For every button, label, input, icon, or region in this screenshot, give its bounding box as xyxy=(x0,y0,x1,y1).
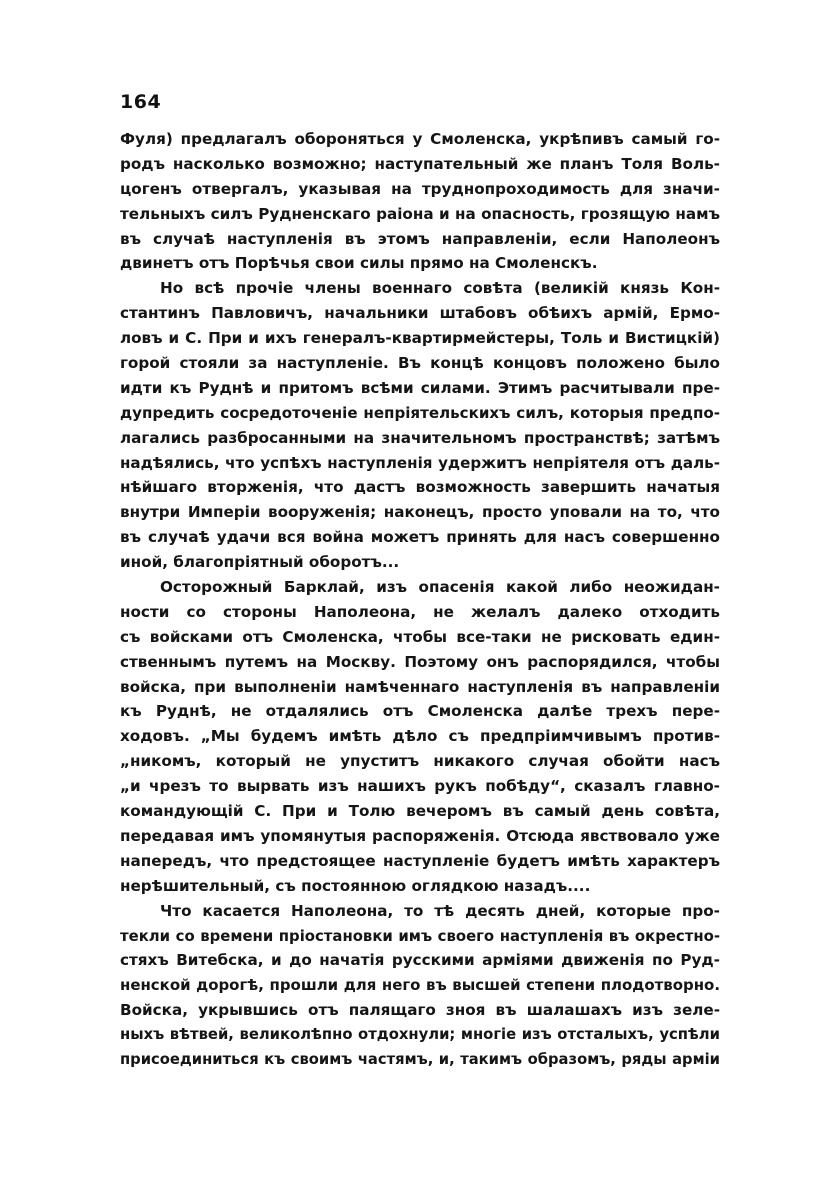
text-line: Осторожный Барклай, изъ опасенія какой либо неожидан- xyxy=(160,578,720,597)
text-line: дупредить сосредоточеніе непріятельскихъ силъ, которыя предпо- xyxy=(120,403,720,422)
text-line: Фуля) предлагалъ обороняться у Смоленска, укрѣпивъ самый го- xyxy=(120,130,720,148)
text-line: цогенъ отвергалъ, указывая на труднопроходимость для значи- xyxy=(120,179,720,198)
text-line: лагались разбросанными на значительномъ пространствѣ; затѣмъ xyxy=(120,428,720,447)
text-line: надѣялись, что успѣхъ наступленія удержитъ непріятеля отъ даль- xyxy=(120,453,720,472)
text-line: родъ насколько возможно; наступательный же планъ Толя Воль- xyxy=(120,154,720,173)
body-text xyxy=(120,127,720,1073)
text-line: иной, благопріятный оборотъ... xyxy=(120,553,400,572)
text-line: „никомъ, который не упуститъ никакого случая обойти насъ xyxy=(120,752,720,771)
text-line: передавая имъ упомянутыя распоряженія. Отсюда явствовало уже xyxy=(120,826,720,845)
text-line: стяхъ Витебска, и до начатія русскими арміями движенія по Руд- xyxy=(120,951,720,970)
text-line: горой стояли за наступленіе. Въ концѣ концовъ положено было xyxy=(120,354,720,373)
text-line: къ Руднѣ, не отдалялись отъ Смоленска далѣе трехъ пере- xyxy=(120,702,720,721)
text-line: идти къ Руднѣ и притомъ всѣми силами. Этимъ расчитывали пре- xyxy=(120,378,720,397)
text-line: нерѣшительный, съ постоянною оглядкою назадъ.... xyxy=(120,876,591,895)
text-line: „и чрезъ то вырвать изъ нашихъ рукъ побѣду“, сказалъ главно- xyxy=(120,777,720,796)
text-line: напередъ, что предстоящее наступленіе будетъ имѣть характеръ xyxy=(120,851,720,870)
text-line: нѣйшаго вторженія, что дастъ возможность завершить начатыя xyxy=(120,478,720,497)
text-line: войска, при выполненіи намѣченнаго наступленія въ направленіи xyxy=(120,677,720,696)
page-number: 164 xyxy=(120,91,162,113)
text-line: тельныхъ силъ Рудненскаго раіона и на опасность, грозящую намъ xyxy=(120,204,720,223)
text-line: ныхъ вѣтвей, великолѣпно отдохнули; многіе изъ отсталыхъ, успѣли xyxy=(120,1026,720,1044)
text-line: текли со времени пріостановки имъ своего наступленія въ окрестно- xyxy=(120,926,720,945)
text-line: командующій С. При и Толю вечеромъ въ самый день совѣта, xyxy=(120,802,720,821)
text-line: въ случаѣ наступленія въ этомъ направленіи, если Наполеонъ xyxy=(120,229,720,248)
text-line: Но всѣ прочіе члены военнаго совѣта (великій князь Кон- xyxy=(160,279,720,298)
text-line: присоединиться къ своимъ частямъ, и, такимъ образомъ, ряды арміи xyxy=(120,1050,720,1068)
text-line: внутри Имперіи вооруженія; наконецъ, просто уповали на то, что xyxy=(120,503,720,522)
text-line: стантинъ Павловичъ, начальники штабовъ обѣихъ армій, Ермо- xyxy=(120,304,720,323)
text-line: ности со стороны Наполеона, не желалъ далеко отходить xyxy=(120,602,720,621)
text-line: ственнымъ путемъ на Москву. Поэтому онъ распорядился, чтобы xyxy=(120,652,720,671)
text-line: въ случаѣ удачи вся война можетъ принять для насъ совершенно xyxy=(120,528,720,547)
text-line: ходовъ. „Мы будемъ имѣть дѣло съ предпріимчивымъ против- xyxy=(120,727,720,746)
text-line: ловъ и С. При и ихъ генералъ-квартирмейстеры, Толь и Вистицкій) xyxy=(120,329,720,348)
text-line: ненской дорогѣ, прошли для него въ высшей степени плодотворно. xyxy=(120,976,720,995)
text-line: Войска, укрывшись отъ палящаго зноя въ шалашахъ изъ зеле- xyxy=(120,1001,720,1020)
text-line: Что касается Наполеона, то тѣ десять дней, которые про- xyxy=(160,901,720,920)
text-line: съ войсками отъ Смоленска, чтобы все-таки не рисковать един- xyxy=(120,627,720,646)
text-line: двинетъ отъ Порѣчья свои силы прямо на Смоленскъ. xyxy=(120,254,598,273)
